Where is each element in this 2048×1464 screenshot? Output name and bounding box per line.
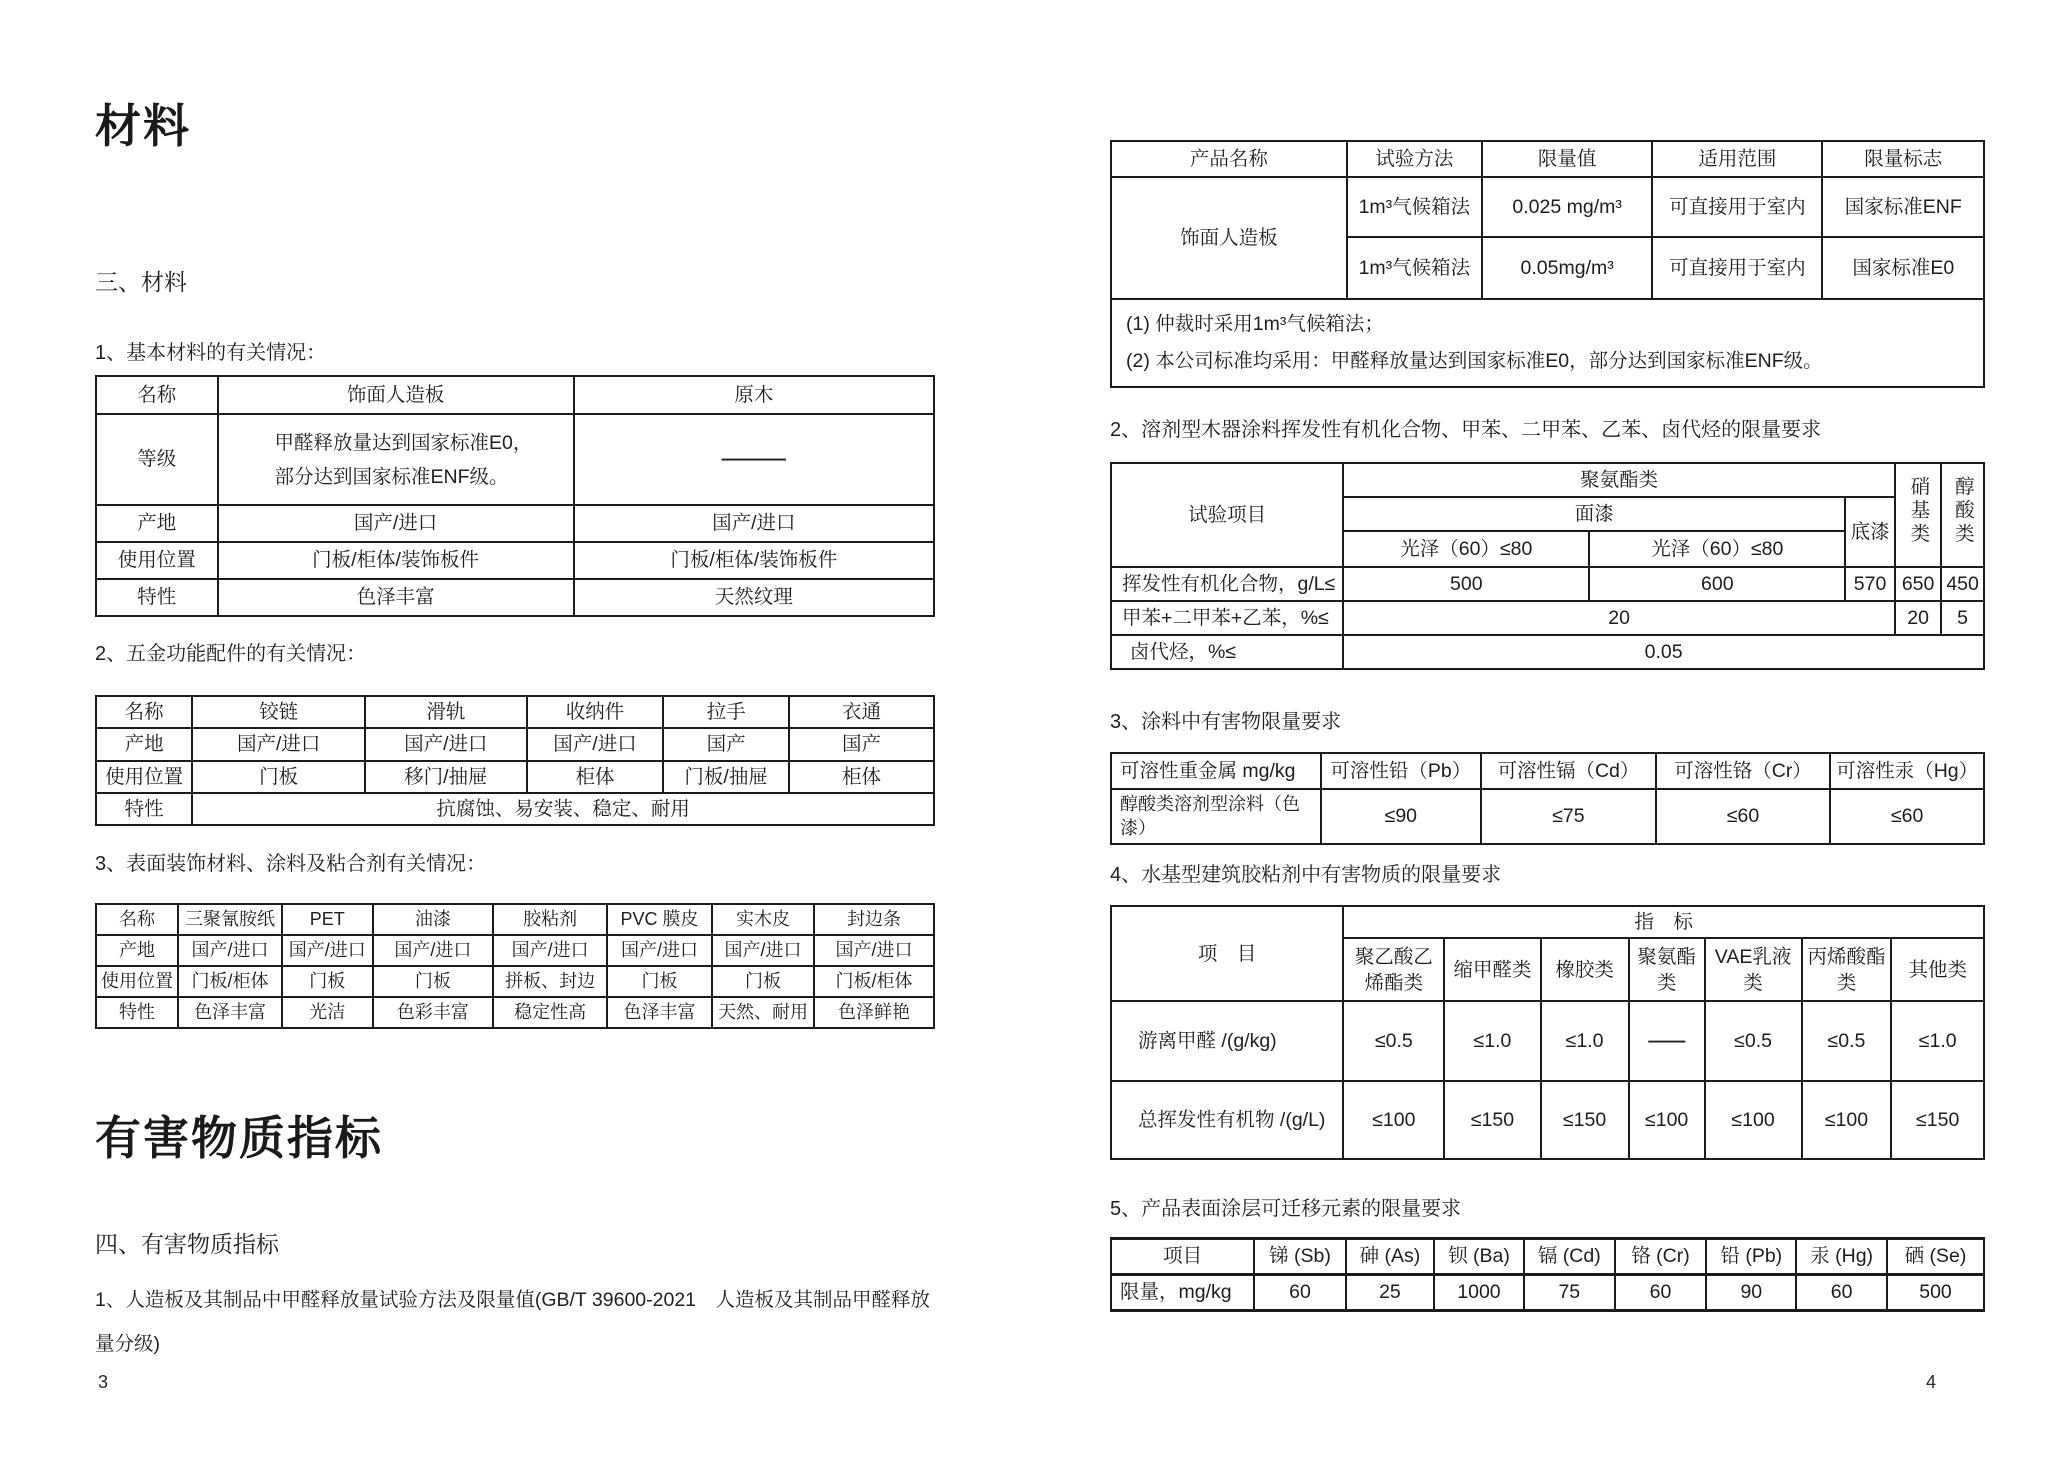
header-cell: 缩甲醛类 <box>1444 938 1540 1001</box>
table-cell: 门板 <box>282 966 373 997</box>
header-cell: PVC 膜皮 <box>607 904 712 935</box>
table-cell: ≤100 <box>1802 1081 1892 1159</box>
table-cell: ≤60 <box>1830 789 1984 844</box>
header-cell: 橡胶类 <box>1541 938 1629 1001</box>
header-cell: 聚氨酯类 <box>1343 463 1895 497</box>
header-cell: 拉手 <box>663 696 789 728</box>
primer-header-cell: 底漆 <box>1845 497 1895 567</box>
alkyd-group-label: 醇酸类 <box>1951 476 1974 547</box>
table-cell: ≤1.0 <box>1541 1001 1629 1081</box>
header-cell: 锑 (Sb) <box>1254 1239 1346 1275</box>
heading-basic-materials: 1、基本材料的有关情况： <box>95 342 327 364</box>
table-cell: 门板/抽屉 <box>663 761 789 793</box>
formaldehyde-method-paragraph: 1、人造板及其制品中甲醛释放量试验方法及限量值(GB/T 39600-2021 人造板及其制品甲醛释放量分级) <box>95 1289 931 1355</box>
row-label: 产地 <box>96 505 218 542</box>
table-cell: 国产/进口 <box>527 728 664 760</box>
table-cell: 0.05mg/m³ <box>1482 237 1652 299</box>
row-label: 特性 <box>96 579 218 616</box>
header-cell: 油漆 <box>373 904 494 935</box>
header-cell: 实木皮 <box>712 904 814 935</box>
table-cell: 国产 <box>663 728 789 760</box>
header-cell: 钡 (Ba) <box>1434 1239 1524 1275</box>
table-cell: ≤150 <box>1891 1081 1984 1159</box>
table-cell: 光洁 <box>282 997 373 1028</box>
table-cell: 门板/柜体 <box>178 966 282 997</box>
heading-coating-hazard: 3、涂料中有害物限量要求 <box>1110 711 1342 733</box>
table-cell: 国产/进口 <box>178 935 282 966</box>
header-cell: 铅 (Pb) <box>1706 1239 1796 1275</box>
table-cell: 20 <box>1895 601 1941 635</box>
header-cell: 聚乙酸乙烯酯类 <box>1343 938 1444 1001</box>
table-cell: ≤75 <box>1481 789 1656 844</box>
header-cell: 衣通 <box>789 696 934 728</box>
row-label: 等级 <box>96 414 218 505</box>
table-cell <box>1629 1001 1705 1081</box>
header-cell: 光泽（60）≤80 <box>1589 531 1845 567</box>
grade-wood-cell <box>574 414 934 505</box>
header-cell: 可溶性铬（Cr） <box>1656 753 1831 789</box>
table-soluble-metals <box>1110 752 1985 845</box>
table-cell: 色泽丰富 <box>607 997 712 1028</box>
table-cell: 450 <box>1941 567 1984 601</box>
header-cell: 名称 <box>96 696 192 728</box>
table-cell: 稳定性高 <box>493 997 607 1028</box>
heading-solvent-coating: 2、溶剂型木器涂料挥发性有机化合物、甲苯、二甲苯、乙苯、卤代烃的限量要求 <box>1110 419 1822 441</box>
row-label: 总挥发性有机物 /(g/L) <box>1111 1081 1343 1159</box>
table-cell: 国产/进口 <box>373 935 494 966</box>
note-line: (1) 仲裁时采用1m³气候箱法； <box>1126 313 1384 335</box>
table-solvent-coating <box>1110 462 1985 670</box>
table-cell: 门板 <box>712 966 814 997</box>
product-name-cell: 饰面人造板 <box>1111 177 1347 299</box>
header-cell: 试验项目 <box>1111 463 1343 567</box>
table-surface-materials <box>95 903 935 1029</box>
table-cell: ≤0.5 <box>1802 1001 1892 1081</box>
table-cell: 650 <box>1895 567 1941 601</box>
header-cell: 原木 <box>574 376 934 414</box>
table-cell: ≤150 <box>1541 1081 1629 1159</box>
table-cell: 色泽丰富 <box>218 579 574 616</box>
header-cell: 项目 <box>1111 1239 1254 1275</box>
table-cell: 75 <box>1524 1275 1615 1311</box>
table-cell: 1000 <box>1434 1275 1524 1311</box>
table-cell: 5 <box>1941 601 1984 635</box>
table-formaldehyde-limit <box>1110 140 1985 388</box>
header-cell: 铬 (Cr) <box>1615 1239 1707 1275</box>
empty-dash: — <box>721 448 786 471</box>
row-label: 游离甲醛 /(g/kg) <box>1111 1001 1343 1081</box>
table-hardware <box>95 695 935 826</box>
section-heading-hazard: 四、有害物质指标 <box>95 1231 279 1257</box>
merged-cell: 0.05 <box>1343 635 1984 669</box>
table-cell: ≤0.5 <box>1705 1001 1802 1081</box>
header-cell-vertical <box>1941 463 1984 567</box>
row-label: 限量，mg/kg <box>1111 1275 1254 1311</box>
table-cell: 国产/进口 <box>712 935 814 966</box>
table-cell: 天然、耐用 <box>712 997 814 1028</box>
table-cell: 门板 <box>607 966 712 997</box>
header-cell: 聚氨酯类 <box>1629 938 1705 1001</box>
section-heading-materials: 三、材料 <box>95 269 187 295</box>
table-cell: 天然纹理 <box>574 579 934 616</box>
row-label: 醇酸类溶剂型涂料（色漆） <box>1111 789 1321 844</box>
table-cell: 国产/进口 <box>218 505 574 542</box>
page-title-materials: 材料 <box>95 100 191 152</box>
table-cell: 国家标准ENF <box>1822 177 1984 237</box>
table-cell: 90 <box>1706 1275 1796 1311</box>
note-line: (2) 本公司标准均采用：甲醛释放量达到国家标准E0，部分达到国家标准ENF级。 <box>1126 350 1823 372</box>
header-cell: 可溶性铅（Pb） <box>1321 753 1482 789</box>
table-cell: 国家标准E0 <box>1822 237 1984 299</box>
header-cell: 限量值 <box>1482 141 1652 177</box>
row-label: 卤代烃，%≤ <box>1111 635 1343 669</box>
merged-cell: 抗腐蚀、易安装、稳定、耐用 <box>192 793 934 825</box>
header-cell: 镉 (Cd) <box>1524 1239 1615 1275</box>
table-cell: 国产/进口 <box>192 728 365 760</box>
table-cell: 国产 <box>789 728 934 760</box>
header-cell: PET <box>282 904 373 935</box>
table-cell: ≤1.0 <box>1444 1001 1540 1081</box>
table-cell: ≤150 <box>1444 1081 1540 1159</box>
header-cell: 收纳件 <box>527 696 664 728</box>
row-label: 使用位置 <box>96 966 178 997</box>
page-number-left: 3 <box>98 1372 109 1392</box>
table-cell: 门板 <box>373 966 494 997</box>
table-basic-materials <box>95 375 935 617</box>
header-cell: 丙烯酸酯类 <box>1802 938 1892 1001</box>
table-cell: 国产/进口 <box>282 935 373 966</box>
header-cell: 产品名称 <box>1111 141 1347 177</box>
table-cell: 柜体 <box>789 761 934 793</box>
table-cell: 0.025 mg/m³ <box>1482 177 1652 237</box>
table-notes <box>1111 299 1984 387</box>
table-cell: 1m³气候箱法 <box>1347 177 1482 237</box>
heading-hardware: 2、五金功能配件的有关情况： <box>95 643 367 665</box>
table-cell: ≤100 <box>1629 1081 1705 1159</box>
header-cell: 适用范围 <box>1652 141 1822 177</box>
table-cell: 门板/柜体/装饰板件 <box>574 542 934 579</box>
row-label: 产地 <box>96 935 178 966</box>
header-cell: 试验方法 <box>1347 141 1482 177</box>
header-cell: 可溶性重金属 mg/kg <box>1111 753 1321 789</box>
header-cell: 汞 (Hg) <box>1796 1239 1887 1275</box>
table-cell: 门板 <box>192 761 365 793</box>
table-cell: ≤0.5 <box>1343 1001 1444 1081</box>
header-cell: 可溶性镉（Cd） <box>1481 753 1656 789</box>
header-cell: 限量标志 <box>1822 141 1984 177</box>
header-cell: 名称 <box>96 904 178 935</box>
row-label: 特性 <box>96 793 192 825</box>
header-cell: 硒 (Se) <box>1887 1239 1984 1275</box>
row-label: 特性 <box>96 997 178 1028</box>
table-cell: ≤90 <box>1321 789 1482 844</box>
table-cell: 国产/进口 <box>607 935 712 966</box>
table-cell: ≤1.0 <box>1891 1001 1984 1081</box>
grade-cell <box>218 414 574 505</box>
table-cell: 60 <box>1796 1275 1887 1311</box>
header-cell: 胶粘剂 <box>493 904 607 935</box>
header-cell: 其他类 <box>1891 938 1984 1001</box>
table-cell: 25 <box>1346 1275 1434 1311</box>
merged-cell: 20 <box>1343 601 1895 635</box>
header-cell: 光泽（60）≤80 <box>1343 531 1589 567</box>
page-number-right: 4 <box>1926 1372 1937 1392</box>
header-cell: 砷 (As) <box>1346 1239 1434 1275</box>
header-cell: 可溶性汞（Hg） <box>1830 753 1984 789</box>
table-cell: 60 <box>1615 1275 1707 1311</box>
grade-line: 甲醛释放量达到国家标准E0， <box>274 431 533 454</box>
table-adhesive-limits <box>1110 905 1985 1160</box>
page-title-hazard: 有害物质指标 <box>95 1112 383 1164</box>
heading-coating-elements: 5、产品表面涂层可迁移元素的限量要求 <box>1110 1198 1462 1220</box>
table-cell: 移门/抽屉 <box>365 761 527 793</box>
table-migratable-elements <box>1110 1237 1985 1312</box>
heading-surface-materials: 3、表面装饰材料、涂料及粘合剂有关情况： <box>95 853 487 875</box>
header-cell: 面漆 <box>1343 497 1845 531</box>
table-cell: 可直接用于室内 <box>1652 177 1822 237</box>
header-cell: 三聚氰胺纸 <box>178 904 282 935</box>
table-cell: ≤60 <box>1656 789 1831 844</box>
row-label: 甲苯+二甲苯+乙苯，%≤ <box>1111 601 1343 635</box>
table-cell: 柜体 <box>527 761 664 793</box>
table-cell: 1m³气候箱法 <box>1347 237 1482 299</box>
table-cell: 可直接用于室内 <box>1652 237 1822 299</box>
header-cell: VAE乳液类 <box>1705 938 1802 1001</box>
grade-line: 部分达到国家标准ENF级。 <box>274 465 509 488</box>
table-cell: 60 <box>1254 1275 1346 1311</box>
header-cell: 滑轨 <box>365 696 527 728</box>
header-cell: 名称 <box>96 376 218 414</box>
table-cell: 600 <box>1589 567 1845 601</box>
table-cell: 国产/进口 <box>365 728 527 760</box>
table-cell: 色泽鲜艳 <box>814 997 934 1028</box>
empty-dash: — <box>1648 1030 1686 1053</box>
table-cell: 色泽丰富 <box>178 997 282 1028</box>
table-cell: 国产/进口 <box>814 935 934 966</box>
header-cell: 铰链 <box>192 696 365 728</box>
table-cell: ≤100 <box>1705 1081 1802 1159</box>
table-cell: 拼板、封边 <box>493 966 607 997</box>
header-cell: 封边条 <box>814 904 934 935</box>
table-cell: 国产/进口 <box>574 505 934 542</box>
table-cell: 门板/柜体/装饰板件 <box>218 542 574 579</box>
table-cell: 国产/进口 <box>493 935 607 966</box>
table-cell: 色彩丰富 <box>373 997 494 1028</box>
table-cell: 570 <box>1845 567 1895 601</box>
header-cell: 项 目 <box>1111 906 1343 1001</box>
table-cell: 500 <box>1343 567 1589 601</box>
row-label: 使用位置 <box>96 761 192 793</box>
row-label: 产地 <box>96 728 192 760</box>
row-label: 使用位置 <box>96 542 218 579</box>
header-cell: 饰面人造板 <box>218 376 574 414</box>
row-label: 挥发性有机化合物，g/L≤ <box>1111 567 1343 601</box>
nitro-group-label: 硝基类 <box>1907 476 1930 547</box>
header-cell: 指 标 <box>1343 906 1984 938</box>
table-cell: ≤100 <box>1343 1081 1444 1159</box>
header-cell-vertical <box>1895 463 1941 567</box>
table-cell: 500 <box>1887 1275 1984 1311</box>
heading-adhesive: 4、水基型建筑胶粘剂中有害物质的限量要求 <box>1110 864 1502 886</box>
table-cell: 门板/柜体 <box>814 966 934 997</box>
